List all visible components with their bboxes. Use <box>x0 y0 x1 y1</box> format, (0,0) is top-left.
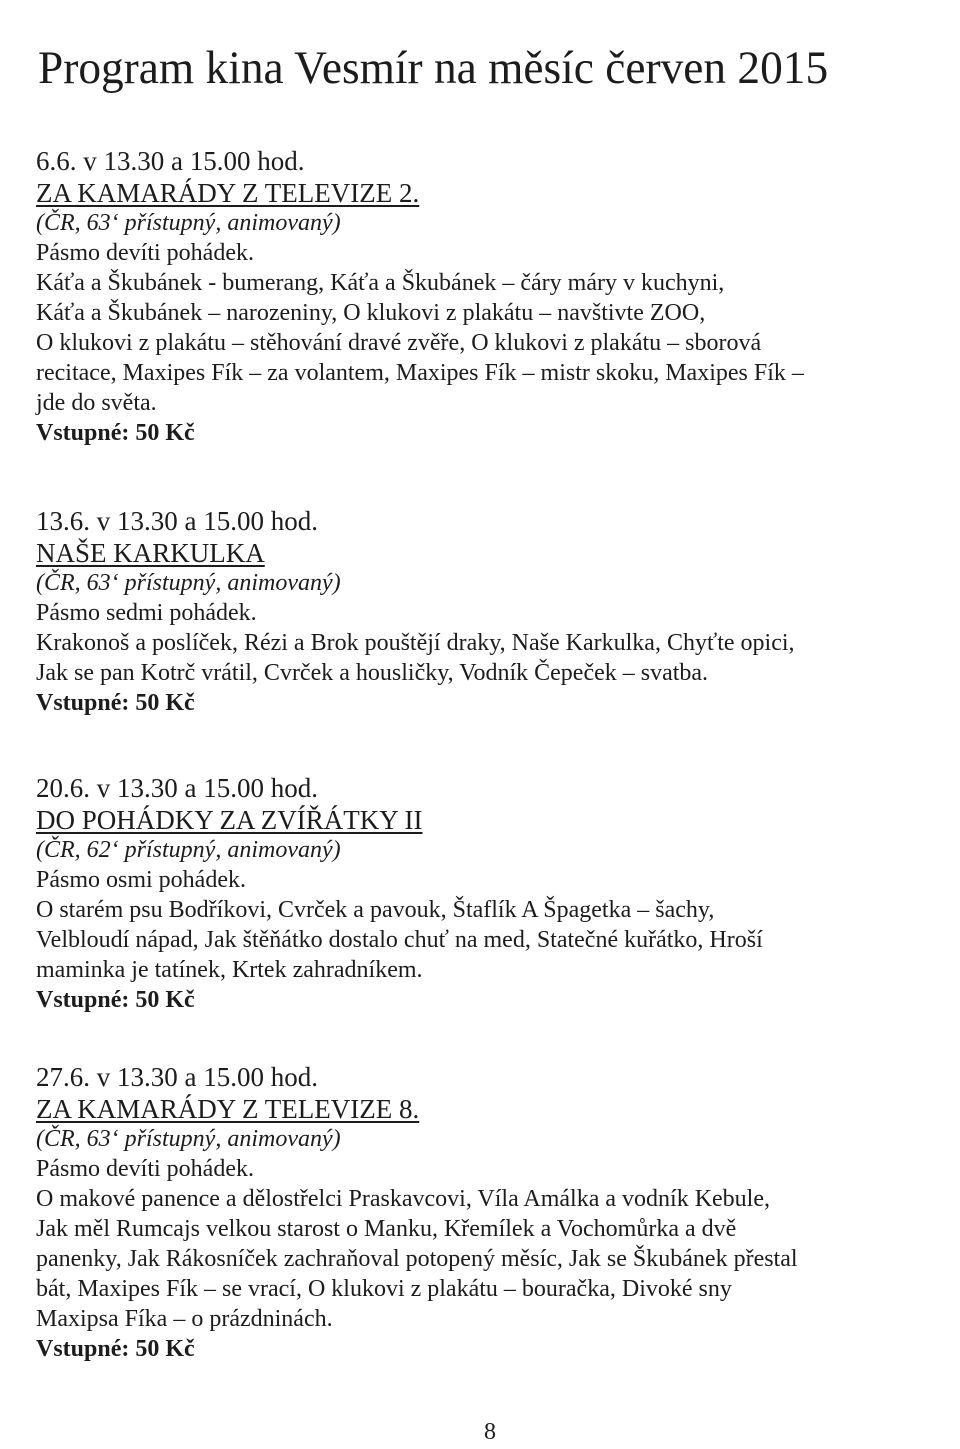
film-description-line: O klukovi z plakátu – stěhování dravé zvěře, O klukovi z plakátu – sborová <box>36 330 762 356</box>
screening-date-time: 6.6. v 13.30 a 15.00 hod. <box>36 146 305 176</box>
screening-date-time: 27.6. v 13.30 a 15.00 hod. <box>36 1062 318 1092</box>
screening-date-time: 13.6. v 13.30 a 15.00 hod. <box>36 506 318 536</box>
film-description-line: O makové panence a dělostřelci Praskavcovi, Víla Amálka a vodník Kebule, <box>36 1186 770 1212</box>
film-title: NAŠE KARKULKA <box>36 538 265 568</box>
film-description-line: O starém psu Bodříkovi, Cvrček a pavouk, Štaflík A Špagetka – šachy, <box>36 897 715 923</box>
film-description-line: panenky, Jak Rákosníček zachraňoval potopený měsíc, Jak se Škubánek přestal <box>36 1246 798 1272</box>
screening-1 <box>36 146 936 448</box>
film-description-line: Káťa a Škubánek – narozeniny, O klukovi z plakátu – navštivte ZOO, <box>36 300 706 326</box>
film-description-line: maminka je tatínek, Krtek zahradníkem. <box>36 957 423 983</box>
film-description-line: jde do světa. <box>36 390 157 416</box>
film-description-line: Krakonoš a poslíček, Rézi a Brok pouštějí draky, Naše Karkulka, Chyťte opici, <box>36 630 795 656</box>
film-title: ZA KAMARÁDY Z TELEVIZE 8. <box>36 1094 420 1124</box>
admission-price: Vstupné: 50 Kč <box>36 1336 195 1362</box>
film-description-line: bát, Maxipes Fík – se vrací, O klukovi z plakátu – bouračka, Divoké sny <box>36 1276 732 1302</box>
film-description-line: Pásmo devíti pohádek. <box>36 1156 254 1182</box>
film-description-line: Jak se pan Kotrč vrátil, Cvrček a housličky, Vodník Čepeček – svatba. <box>36 660 709 686</box>
screening-2 <box>36 506 936 718</box>
film-info: (ČR, 62‘ přístupný, animovaný) <box>36 837 341 863</box>
film-description-line: Jak měl Rumcajs velkou starost o Manku, Křemílek a Vochomůrka a dvě <box>36 1216 737 1242</box>
film-description-line: Káťa a Škubánek - bumerang, Káťa a Škubánek – čáry máry v kuchyni, <box>36 270 725 296</box>
admission-price: Vstupné: 50 Kč <box>36 987 195 1013</box>
film-info: (ČR, 63‘ přístupný, animovaný) <box>36 1126 341 1152</box>
film-description-line: Maxipsa Fíka – o prázdninách. <box>36 1306 333 1332</box>
film-description-line: Velbloudí nápad, Jak štěňátko dostalo chuť na med, Statečné kuřátko, Hroší <box>36 927 763 953</box>
film-info: (ČR, 63‘ přístupný, animovaný) <box>36 210 341 236</box>
film-description-line: recitace, Maxipes Fík – za volantem, Maxipes Fík – mistr skoku, Maxipes Fík – <box>36 360 804 386</box>
film-title: ZA KAMARÁDY Z TELEVIZE 2. <box>36 178 420 208</box>
film-info: (ČR, 63‘ přístupný, animovaný) <box>36 570 341 596</box>
admission-price: Vstupné: 50 Kč <box>36 690 195 716</box>
screening-4 <box>36 1062 936 1364</box>
screening-date-time: 20.6. v 13.30 a 15.00 hod. <box>36 773 318 803</box>
screening-3 <box>36 773 936 1015</box>
page-title: Program kina Vesmír na měsíc červen 2015 <box>38 42 829 94</box>
film-description-line: Pásmo osmi pohádek. <box>36 867 246 893</box>
film-description-line: Pásmo devíti pohádek. <box>36 240 254 266</box>
admission-price: Vstupné: 50 Kč <box>36 420 195 446</box>
film-title: DO POHÁDKY ZA ZVÍŘÁTKY II <box>36 805 423 835</box>
page-number: 8 <box>484 1419 496 1445</box>
film-description-line: Pásmo sedmi pohádek. <box>36 600 257 626</box>
